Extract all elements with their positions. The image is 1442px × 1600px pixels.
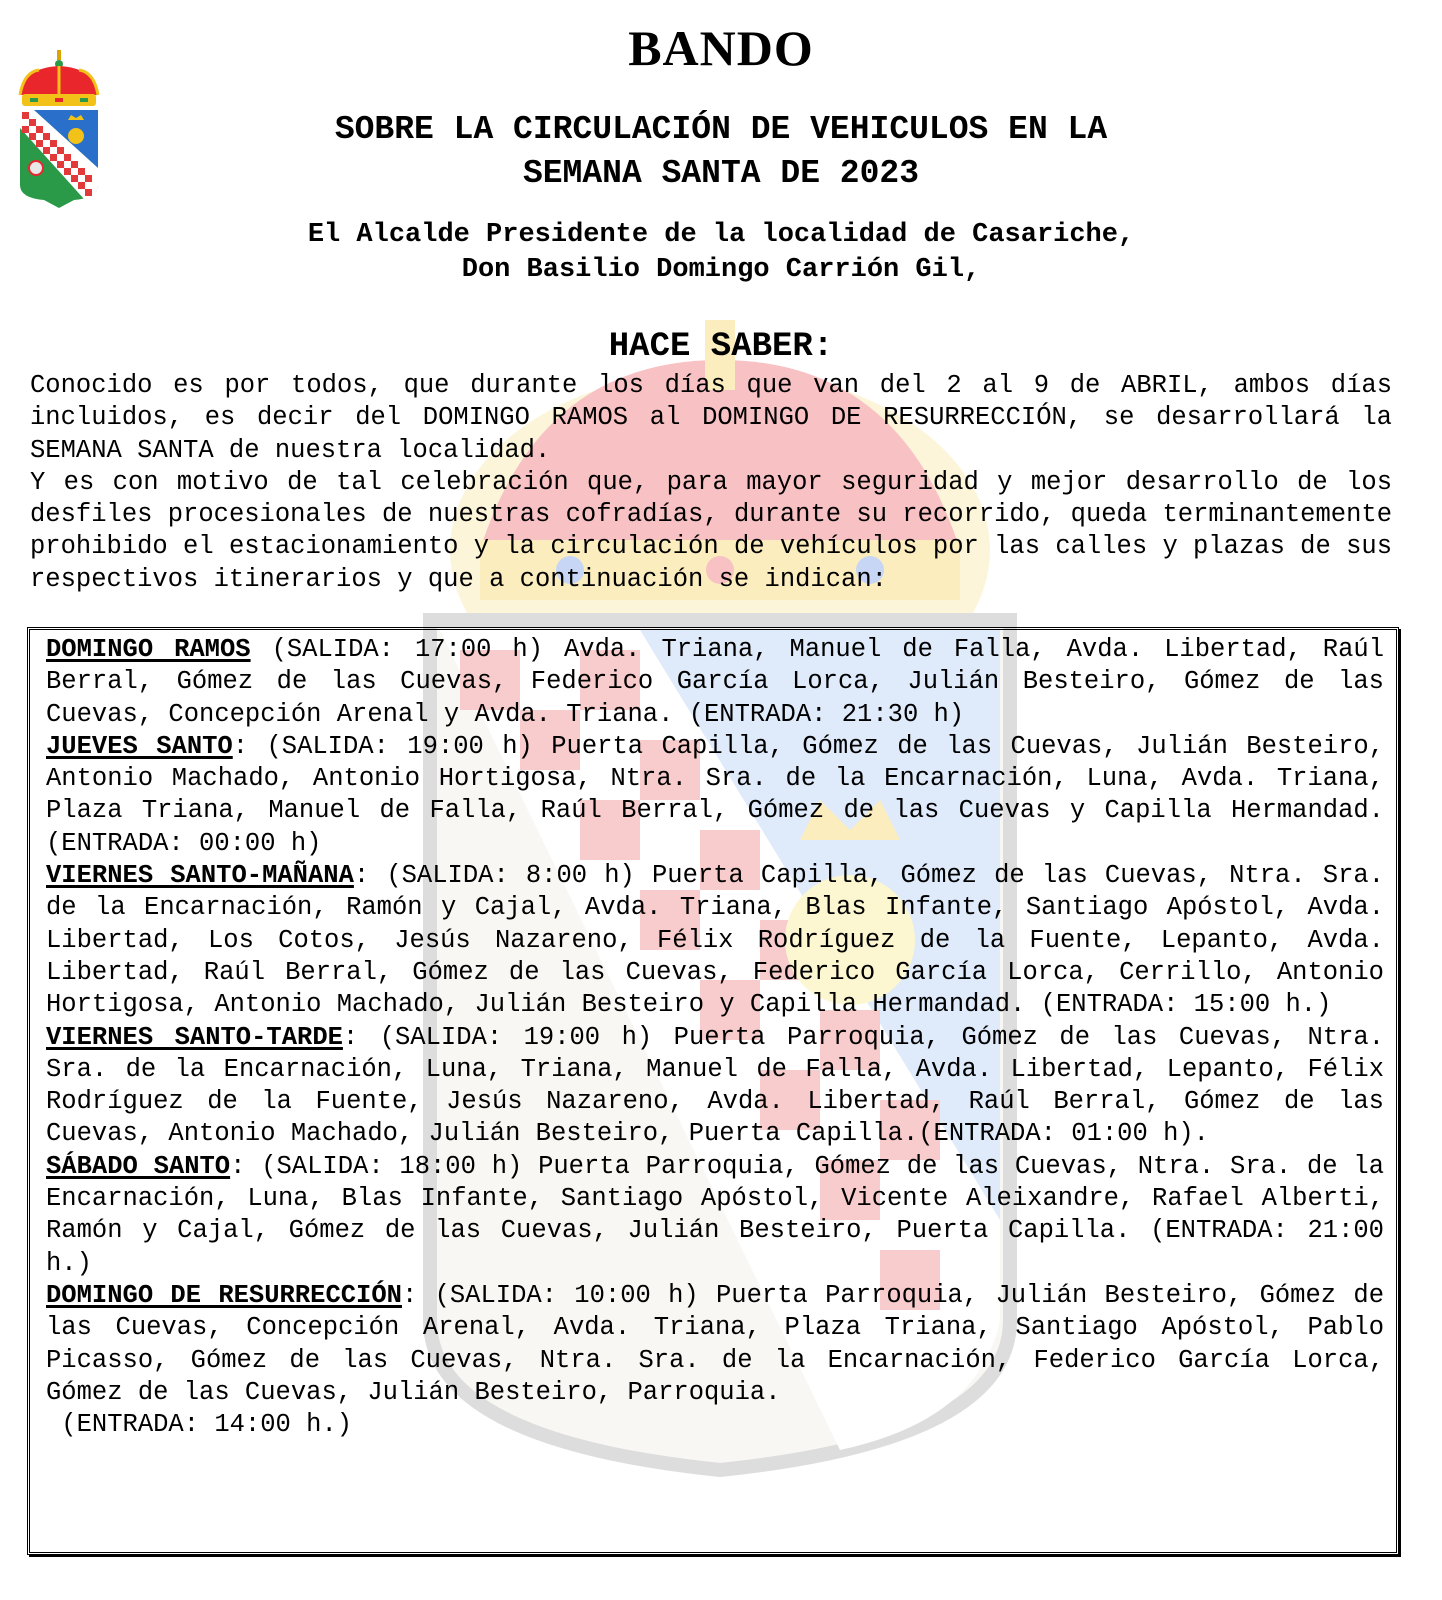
route-item: SÁBADO SANTO: (SALIDA: 18:00 h) Puerta Parroquia, Gómez de las Cuevas, Ntra. Sra. de la Encarnación, Luna, Blas Infante, Santiago Apóstol, Vicente Aleixandre, Rafael Alberti, Ramón y Cajal, Gómez de las Cuevas, Julián Besteiro, Puerta Capilla. (ENTRADA: 21:00 h.) xyxy=(46,1151,1384,1278)
mayor-statement xyxy=(0,218,1442,288)
route-day: JUEVES SANTO xyxy=(46,731,233,761)
route-item: VIERNES SANTO-TARDE: (SALIDA: 19:00 h) Puerta Parroquia, Gómez de las Cuevas, Ntra. Sra. de la Encarnación, Luna, Triana, Manuel de Falla, Avda. Libertad, Lepanto, Félix Rodríguez de la Fuente, Jesús Nazareno, Avda. Libertad, Raúl Berral, Gómez de las Cuevas, Antonio Machado, Julián Besteiro, Puerta Capilla.(ENTRADA: 01:00 h). xyxy=(46,1022,1384,1149)
route-entry-time: (ENTRADA: 14:00 h.) xyxy=(46,1410,353,1440)
announcement-heading: HACE SABER: xyxy=(608,328,834,366)
route-text: (SALIDA: 18:00 h) Puerta Parroquia, Gómez de las Cuevas, Ntra. Sra. de la Encarnación, Luna, Blas Infante, Santiago Apóstol, Vicente Aleixandre, Rafael Alberti, Ramón y Cajal, Gómez de las Cuevas, Julián Besteiro, Puerta Capilla. (ENTRADA: 21:00 h.) xyxy=(46,1151,1384,1278)
document-title: BANDO xyxy=(628,20,814,76)
route-text: (SALIDA: 10:00 h) Puerta Parroquia, Julián Besteiro, Gómez de las Cuevas, Concepción Arenal, Avda. Triana, Plaza Triana, Santiago Apóstol, Pablo Picasso, Gómez de las Cuevas, Ntra. Sra. de la Encarnación, Federico García Lorca, Gómez de las Cuevas, Julián Besteiro, Parroquia. xyxy=(46,1280,1384,1407)
intro-paragraph-1: Conocido es por todos, que durante los días que van del 2 al 9 de ABRIL, ambos días incluidos, es decir del DOMINGO RAMOS al DOMINGO DE RESURRECCIÓN, se desarrollará la SEMANA SANTA de nuestra localidad. xyxy=(30,371,1392,465)
mayor-line-1: El Alcalde Presidente de la localidad de Casariche, xyxy=(307,220,1135,250)
route-day: DOMINGO DE RESURRECCIÓN xyxy=(46,1280,402,1310)
intro-text xyxy=(30,370,1392,596)
route-item xyxy=(46,634,1384,731)
route-day: VIERNES SANTO-MAÑANA xyxy=(46,861,354,891)
route-text: (SALIDA: 17:00 h) Avda. Triana, Manuel de Falla, Avda. Libertad, Raúl Berral, Gómez de las Cuevas, Federico García Lorca, Julián Besteiro, Gómez de las Cuevas, Concepción Arenal y Avda. Triana. (ENTRADA: 21:30 h) xyxy=(46,635,1384,729)
document-subtitle xyxy=(0,108,1442,196)
route-day: VIERNES SANTO-TARDE xyxy=(46,1022,343,1052)
mayor-line-2: Don Basilio Domingo Carrión Gil, xyxy=(461,255,981,285)
route-item: VIERNES SANTO-MAÑANA: (SALIDA: 8:00 h) Puerta Capilla, Gómez de las Cuevas, Ntra. Sra. de la Encarnación, Ramón y Cajal, Avda. Triana, Blas Infante, Santiago Apóstol, Avda. Libertad, Los Cotos, Jesús Nazareno, Félix Rodríguez de la Fuente, Lepanto, Avda. Libertad, Raúl Berral, Gómez de las Cuevas, Federico García Lorca, Cerrillo, Antonio Hortigosa, Antonio Machado, Julián Besteiro y Capilla Hermandad. (ENTRADA: 15:00 h.) xyxy=(46,861,1384,1020)
cut-off-footer-text xyxy=(0,1585,1442,1600)
routes-box xyxy=(27,627,1399,1555)
route-day: DOMINGO RAMOS xyxy=(46,635,251,664)
intro-paragraph-2: Y es con motivo de tal celebración que, para mayor seguridad y mejor desarrollo de los desfiles procesionales de nuestras cofradías, durante su recorrido, queda terminantemente prohibido el estacionamiento y la circulación de vehículos por las calles y plazas de sus respectivos itinerarios y que a continuación se indican: xyxy=(30,467,1392,594)
route-item: DOMINGO DE RESURRECCIÓN: (SALIDA: 10:00 h) Puerta Parroquia, Julián Besteiro, Gómez de las Cuevas, Concepción Arenal, Avda. Triana, Plaza Triana, Santiago Apóstol, Pablo Picasso, Gómez de las Cuevas, Ntra. Sra. de la Encarnación, Federico García Lorca, Gómez de las Cuevas, Julián Besteiro, Parroquia. xyxy=(46,1280,1384,1407)
routes-list xyxy=(46,634,1384,1441)
route-text: (SALIDA: 19:00 h) Puerta Capilla, Gómez de las Cuevas, Julián Besteiro, Antonio Machado, Antonio Hortigosa, Ntra. Sra. de la Encarnación, Luna, Avda. Triana, Plaza Triana, Manuel de Falla, Raúl Berral, Gómez de las Cuevas y Capilla Hermandad.(ENTRADA: 00:00 h) xyxy=(46,731,1385,858)
subtitle-line-2: SEMANA SANTA DE 2023 xyxy=(522,155,920,192)
subtitle-line-1: SOBRE LA CIRCULACIÓN DE VEHICULOS EN LA xyxy=(334,111,1108,148)
route-text: (SALIDA: 8:00 h) Puerta Capilla, Gómez de las Cuevas, Ntra. Sra. de la Encarnación, Ramón y Cajal, Avda. Triana, Blas Infante, Santiago Apóstol, Avda. Libertad, Los Cotos, Jesús Nazareno, Félix Rodríguez de la Fuente, Lepanto, Avda. Libertad, Raúl Berral, Gómez de las Cuevas, Federico García Lorca, Cerrillo, Antonio Hortigosa, Antonio Machado, Julián Besteiro y Capilla Hermandad. (ENTRADA: 15:00 h.) xyxy=(46,861,1384,1020)
route-item: JUEVES SANTO: (SALIDA: 19:00 h) Puerta Capilla, Gómez de las Cuevas, Julián Besteiro, Antonio Machado, Antonio Hortigosa, Ntra. Sra. de la Encarnación, Luna, Avda. Triana, Plaza Triana, Manuel de Falla, Raúl Berral, Gómez de las Cuevas y Capilla Hermandad.(ENTRADA: 00:00 h) xyxy=(46,731,1385,858)
route-text: (SALIDA: 19:00 h) Puerta Parroquia, Gómez de las Cuevas, Ntra. Sra. de la Encarnación, Luna, Triana, Manuel de Falla, Avda. Libertad, Lepanto, Félix Rodríguez de la Fuente, Jesús Nazareno, Avda. Libertad, Raúl Berral, Gómez de las Cuevas, Antonio Machado, Julián Besteiro, Puerta Capilla.(ENTRADA: 01:00 h). xyxy=(46,1022,1384,1149)
route-day: SÁBADO SANTO xyxy=(46,1151,231,1181)
